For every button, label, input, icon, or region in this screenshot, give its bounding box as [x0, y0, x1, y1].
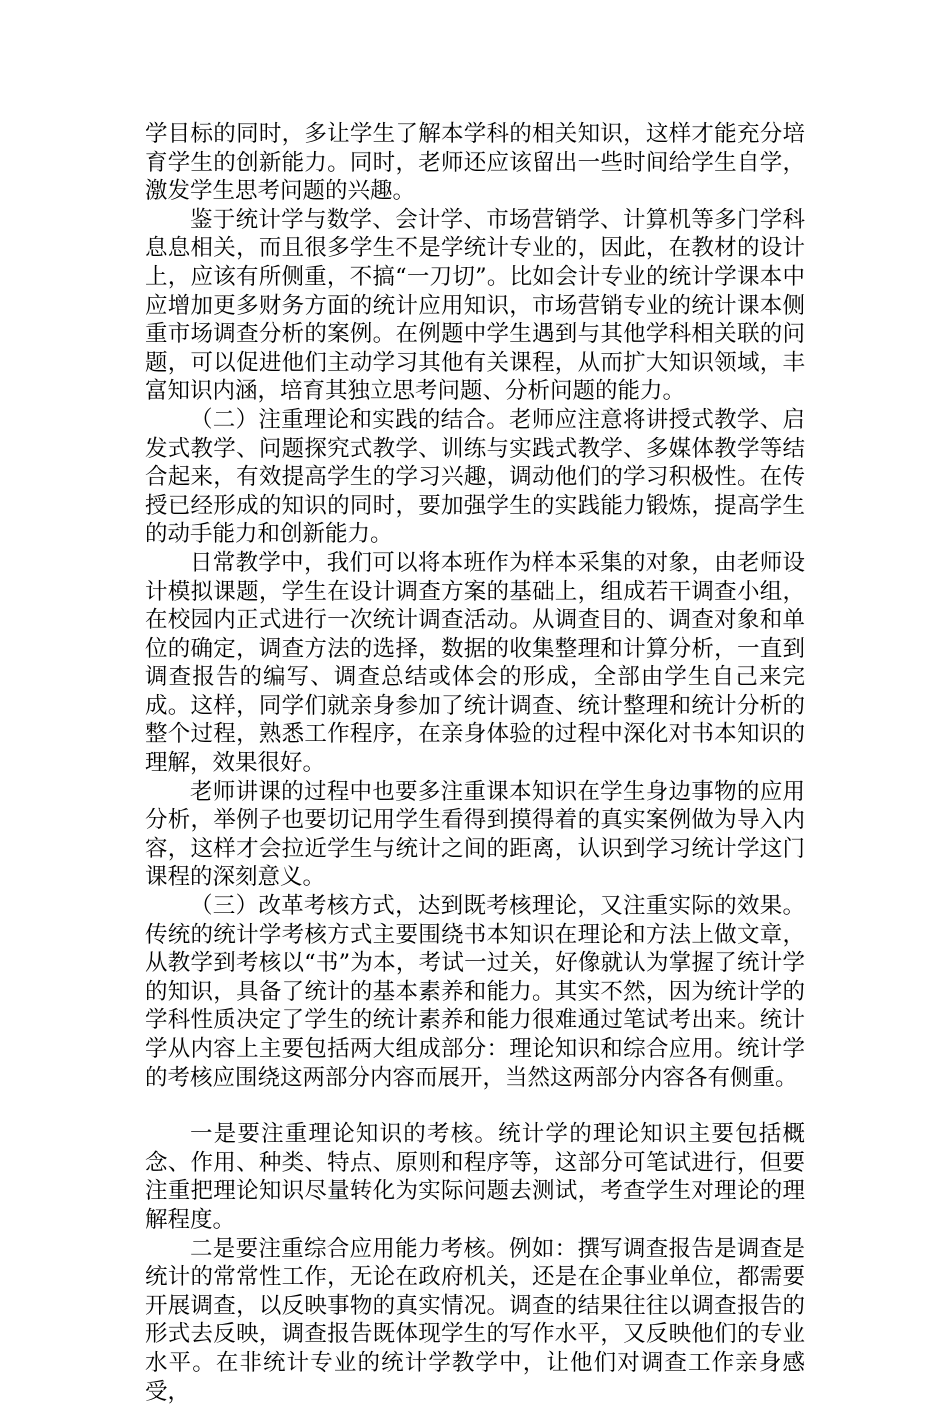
paragraph-7: 一是要注重理论知识的考核。统计学的理论知识主要包括概念、作用、种类、特点、原则和程序等，这部分可笔试进行，但要注重把理论知识尽量转化为实际问题去测试，考查学生对理论的理解程度。 [145, 1121, 805, 1233]
paragraph-3: （二）注重理论和实践的结合。老师应注意将讲授式教学、启发式教学、问题探究式教学、训练与实践式教学、多媒体教学等结合起来，有效提高学生的学习兴趣，调动他们的学习积极性。在传授已经形成的知识的同时，要加强学生的实践能力锻炼，提高学生的动手能力和创新能力。 [145, 406, 805, 548]
paragraph-gap [145, 1092, 805, 1120]
paragraph-5: 老师讲课的过程中也要多注重课本知识在学生身边事物的应用分析，举例子也要切记用学生看得到摸得着的真实案例做为导入内容，这样才会拉近学生与统计之间的距离，认识到学习统计学这门课程的深刻意义。 [145, 778, 805, 891]
paragraph-4: 日常教学中，我们可以将本班作为样本采集的对象，由老师设计模拟课题，学生在设计调查方案的基础上，组成若干调查小组，在校园内正式进行一次统计调查活动。从调查目的、调查对象和单位的确定，调查方法的选择，数据的收集整理和计算分析，一直到调查报告的编写、调查总结或体会的形成，全部由学生自己来完成。这样，同学们就亲身参加了统计调查、统计整理和统计分析的整个过程，熟悉工作程序，在亲身体验的过程中深化对书本知识的理解，效果很好。 [145, 549, 805, 777]
paragraph-8: 二是要注重综合应用能力考核。例如：撰写调查报告是调查是统计的常常性工作，无论在政府机关，还是在企事业单位，都需要开展调查，以反映事物的真实情况。调查的结果往往以调查报告的形式去反映，调查报告既体现学生的写作水平，又反映他们的专业水平。在非统计专业的统计学教学中，让他们对调查工作亲身感受， [145, 1235, 805, 1405]
paragraph-6: （三）改革考核方式，达到既考核理论，又注重实际的效果。传统的统计学考核方式主要围绕书本知识在理论和方法上做文章，从教学到考核以“书”为本，考试一过关，好像就认为掌握了统计学的知识，具备了统计的基本素养和能力。其实不然，因为统计学的学科性质决定了学生的统计素养和能力很难通过笔试考出来。统计学从内容上主要包括两大组成部分：理论知识和综合应用。统计学的考核应围绕这两部分内容而展开，当然这两部分内容各有侧重。 [145, 893, 805, 1091]
paragraph-1: 学目标的同时，多让学生了解本学科的相关知识，这样才能充分培育学生的创新能力。同时，老师还应该留出一些时间给学生自学，激发学生思考问题的兴趣。 [145, 121, 805, 205]
document-page [145, 120, 805, 1406]
paragraph-2: 鉴于统计学与数学、会计学、市场营销学、计算机等多门学科息息相关，而且很多学生不是学统计专业的，因此，在教材的设计上，应该有所侧重，不搞“一刀切”。比如会计专业的统计学课本中应增加更多财务方面的统计应用知识，市场营销专业的统计课本侧重市场调查分析的案例。在例题中学生遇到与其他学科相关联的问题，可以促进他们主动学习其他有关课程，从而扩大知识领域，丰富知识内涵，培育其独立思考问题、分析问题的能力。 [145, 206, 805, 405]
